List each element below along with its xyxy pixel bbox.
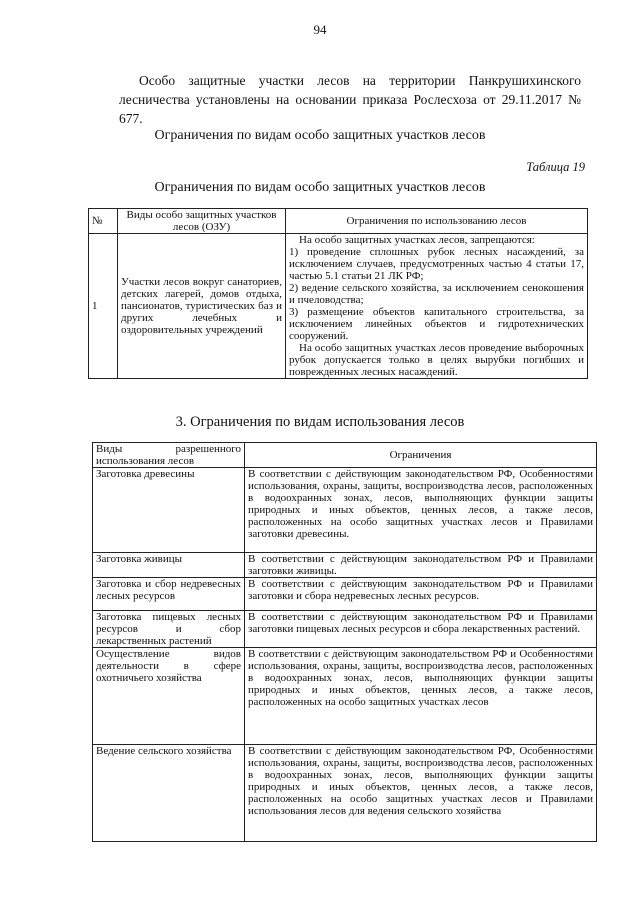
table-header-row	[89, 209, 588, 234]
restriction-line: На особо защитных участках лесов, запрещаются:	[299, 234, 535, 246]
limit-cell: В соответствии с действующим законодательством РФ, Особенностями использования, охраны, защиты, воспроизводства лесов, расположенных в водоохранных зонах, лесов, выполняющих функции защиты природных и иных объектов, ценных лесов, а также лесов, расположенных на особо защитных участках лесов и Правилами заготовки древесины.	[245, 468, 597, 553]
table-row	[93, 745, 597, 842]
table-row	[89, 234, 588, 379]
table-row	[93, 578, 597, 611]
restriction-line: 2) ведение сельского хозяйства, за исключением сенокошения и пчеловодства;	[289, 282, 584, 306]
header-limits: Ограничения	[245, 443, 597, 468]
restriction-line: 1) проведение сплошных рубок лесных насаждений, за исключением случаев, предусмотренных частью 4 статьи 17, частью 5.1 статьи 21 ЛК РФ;	[289, 246, 584, 282]
row-number: 1	[89, 234, 118, 379]
restriction-line: На особо защитных участках лесов проведение выборочных рубок допускается только в целях вырубки погибших и поврежденных лесных насаждений.	[289, 342, 584, 378]
table-row	[93, 648, 597, 745]
table-row	[93, 611, 597, 648]
ozu-restrictions-table	[88, 208, 588, 379]
limit-cell: В соответствии с действующим законодательством РФ и Правилами заготовки живицы.	[245, 553, 597, 578]
limit-cell: В соответствии с действующим законодательством РФ и Правилами заготовки пищевых лесных ресурсов и сбора лекарственных растений.	[245, 611, 597, 648]
ozu-type-cell: Участки лесов вокруг санаториев, детских лагерей, домов отдыха, пансионатов, туристических баз и других лечебных и оздоровительных учреждений	[118, 234, 286, 379]
use-kind-cell: Заготовка и сбор недревесных лесных ресурсов	[93, 578, 245, 611]
header-number: №	[89, 209, 118, 234]
table-row	[93, 553, 597, 578]
table-title: Ограничения по видам особо защитных участков лесов	[154, 180, 486, 195]
page-number: 94	[313, 22, 327, 37]
header-use-kind: Виды разрешенного использования лесов	[93, 443, 245, 468]
limit-cell: В соответствии с действующим законодательством РФ, Особенностями использования, охраны, защиты, воспроизводства лесов, расположенных в водоохранных зонах, лесов, выполняющих функции защиты природных и иных объектов, ценных лесов, а также лесов, расположенных на особо защитных участках лесов и Правилами использования лесов для ведения сельского хозяйства	[245, 745, 597, 842]
header-restrictions: Ограничения по использованию лесов	[286, 209, 588, 234]
table-row	[93, 468, 597, 553]
use-kind-cell: Заготовка древесины	[93, 468, 245, 553]
limit-cell: В соответствии с действующим законодательством РФ и Правилами заготовки и сбора недревесных лесных ресурсов.	[245, 578, 597, 611]
use-kind-cell: Заготовка пищевых лесных ресурсов и сбор лекарственных растений	[93, 611, 245, 648]
intro-paragraph: Особо защитные участки лесов на территории Панкрушихинского лесничества установлены на основании приказа Рослесхоза от 29.11.2017 № 677.	[119, 73, 581, 126]
table-caption: Таблица 19	[526, 160, 585, 174]
use-kind-cell: Ведение сельского хозяйства	[93, 745, 245, 842]
limit-cell: В соответствии с действующим законодательством РФ и Особенностями использования, охраны, защиты, воспроизводства лесов, расположенных в водоохранных зонах, лесов, выполняющих функции защиты природных и иных объектов, ценных лесов, а также лесов, расположенных на особо защитных участках лесов	[245, 648, 597, 745]
use-kind-cell: Заготовка живицы	[93, 553, 245, 578]
section-heading-ozu: Ограничения по видам особо защитных участков лесов	[154, 128, 486, 143]
table-header-row	[93, 443, 597, 468]
restrictions-cell	[286, 234, 588, 379]
forest-use-restrictions-table	[92, 442, 597, 842]
header-ozu-type: Виды особо защитных участков лесов (ОЗУ)	[118, 209, 286, 234]
use-kind-cell: Осуществление видов деятельности в сфере охотничьего хозяйства	[93, 648, 245, 745]
section-3-title: 3. Ограничения по видам использования лесов	[175, 414, 465, 430]
restriction-line: 3) размещение объектов капитального строительства, за исключением линейных объектов и гидротехнических сооружений.	[289, 306, 584, 342]
